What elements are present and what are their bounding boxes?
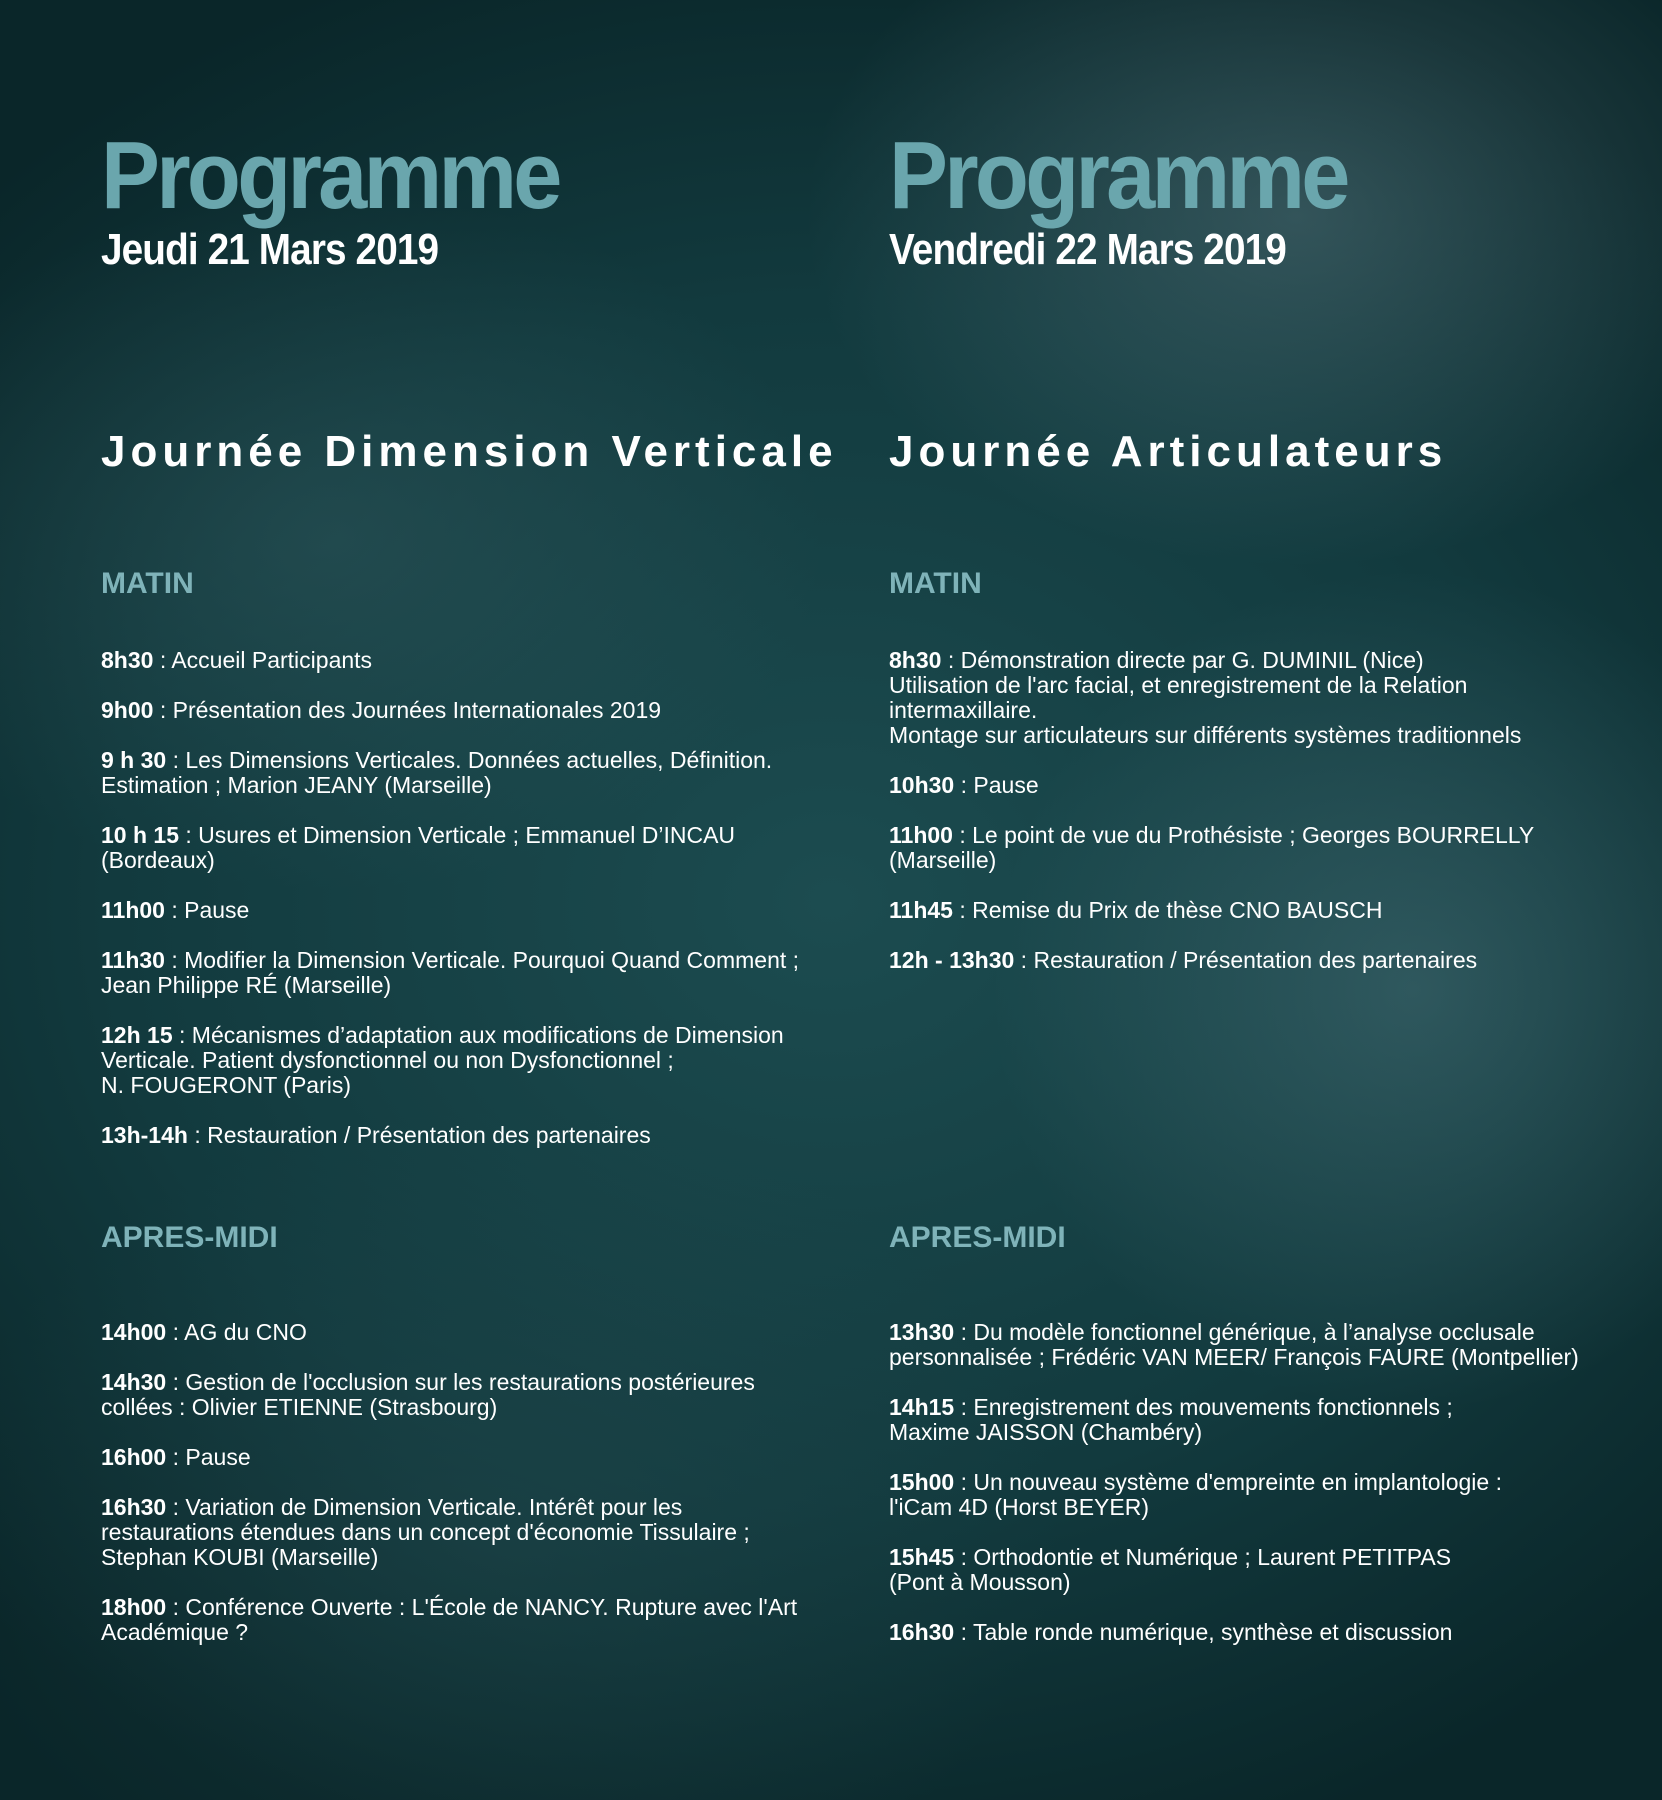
schedule-item bbox=[101, 1595, 841, 1645]
schedule-description-line: Accueil Participants bbox=[171, 647, 373, 673]
schedule-description-line: Variation de Dimension Verticale. Intérêt pour les bbox=[185, 1494, 683, 1520]
schedule-time: 10h30 bbox=[889, 772, 955, 798]
schedule-description-line: Les Dimensions Verticales. Données actuelles, Définition. bbox=[185, 747, 773, 773]
schedule-description-line: Du modèle fonctionnel générique, à l’analyse occlusale bbox=[973, 1319, 1535, 1345]
schedule-separator: : bbox=[164, 897, 185, 923]
schedule-description-line: Verticale. Patient dysfonctionnel ou non Dysfonctionnel ; bbox=[101, 1047, 674, 1073]
schedule-item bbox=[889, 1545, 1629, 1595]
schedule-separator: : bbox=[166, 1319, 185, 1345]
schedule-description-line: Montage sur articulateurs sur différents systèmes traditionnels bbox=[889, 722, 1522, 748]
schedule-separator: : bbox=[954, 1394, 974, 1420]
schedule-description-line: Gestion de l'occlusion sur les restaurations postérieures bbox=[185, 1369, 755, 1395]
schedule-item bbox=[101, 1023, 841, 1098]
schedule-separator: : bbox=[166, 747, 186, 773]
schedule-time: 15h00 bbox=[889, 1469, 955, 1495]
schedule-list-apres-midi bbox=[889, 1320, 1629, 1670]
schedule-item bbox=[889, 773, 1629, 798]
schedule-time: 9h00 bbox=[101, 697, 154, 723]
schedule-separator: : bbox=[941, 647, 961, 673]
schedule-separator: : bbox=[153, 647, 172, 673]
schedule-time: 14h15 bbox=[889, 1394, 955, 1420]
schedule-description-line: Démonstration directe par G. DUMINIL (Nice) bbox=[960, 647, 1424, 673]
section-matin-label: MATIN bbox=[101, 567, 194, 600]
schedule-time: 12h - 13h30 bbox=[889, 947, 1015, 973]
schedule-separator: : bbox=[952, 822, 973, 848]
section-apres-midi-label: APRES-MIDI bbox=[889, 1221, 1066, 1254]
schedule-description-line: Usures et Dimension Verticale ; Emmanuel D’INCAU bbox=[198, 822, 736, 848]
schedule-time: 13h30 bbox=[889, 1319, 955, 1345]
schedule-description-line: Académique ? bbox=[101, 1619, 249, 1645]
schedule-description-line: Utilisation de l'arc facial, et enregistrement de la Relation bbox=[889, 672, 1468, 698]
schedule-item bbox=[889, 823, 1629, 873]
schedule-item bbox=[101, 648, 841, 673]
schedule-item bbox=[101, 948, 841, 998]
schedule-time: 8h30 bbox=[101, 647, 154, 673]
schedule-description-line: intermaxillaire. bbox=[889, 697, 1038, 723]
programme-title: Programme bbox=[889, 122, 1347, 229]
programme-date: Jeudi 21 Mars 2019 bbox=[101, 225, 439, 274]
schedule-separator: : bbox=[153, 697, 173, 723]
section-matin-label: MATIN bbox=[889, 567, 982, 600]
schedule-time: 16h00 bbox=[101, 1444, 167, 1470]
schedule-item bbox=[889, 1395, 1629, 1445]
schedule-separator: : bbox=[187, 1122, 208, 1148]
schedule-description-line: Jean Philippe RÉ (Marseille) bbox=[101, 972, 392, 998]
schedule-separator: : bbox=[172, 1022, 192, 1048]
schedule-description-line: Remise du Prix de thèse CNO BAUSCH bbox=[972, 897, 1383, 923]
schedule-description-line: personnalisée ; Frédéric VAN MEER/ François FAURE (Montpellier) bbox=[889, 1344, 1579, 1370]
schedule-item bbox=[101, 748, 841, 798]
schedule-separator: : bbox=[166, 1494, 186, 1520]
schedule-separator: : bbox=[166, 1369, 186, 1395]
schedule-list-apres-midi bbox=[101, 1320, 841, 1670]
schedule-time: 16h30 bbox=[101, 1494, 167, 1520]
schedule-item bbox=[101, 698, 841, 723]
schedule-item bbox=[101, 898, 841, 923]
schedule-separator: : bbox=[1014, 947, 1034, 973]
schedule-description-line: (Pont à Mousson) bbox=[889, 1569, 1071, 1595]
programme-title: Programme bbox=[101, 122, 559, 229]
schedule-time: 18h00 bbox=[101, 1594, 167, 1620]
day-theme-title: Journée Articulateurs bbox=[889, 427, 1448, 476]
schedule-description-line: Pause bbox=[185, 1444, 251, 1470]
schedule-description-line: Pause bbox=[184, 897, 250, 923]
schedule-description-line: N. FOUGERONT (Paris) bbox=[101, 1072, 352, 1098]
schedule-item bbox=[889, 1620, 1629, 1645]
schedule-item bbox=[101, 823, 841, 873]
schedule-time: 9 h 30 bbox=[101, 747, 167, 773]
schedule-separator: : bbox=[166, 1594, 186, 1620]
schedule-description-line: restaurations étendues dans un concept d'économie Tissulaire ; bbox=[101, 1519, 750, 1545]
schedule-item bbox=[101, 1123, 841, 1148]
schedule-separator: : bbox=[952, 897, 973, 923]
schedule-time: 10 h 15 bbox=[101, 822, 179, 848]
schedule-description-line: Le point de vue du Prothésiste ; Georges BOURRELLY bbox=[972, 822, 1535, 848]
schedule-list-matin bbox=[101, 648, 841, 1173]
schedule-time: 8h30 bbox=[889, 647, 942, 673]
schedule-description-line: Mécanismes d’adaptation aux modifications de Dimension bbox=[191, 1022, 784, 1048]
schedule-item bbox=[101, 1370, 841, 1420]
schedule-description-line: Pause bbox=[973, 772, 1039, 798]
schedule-separator: : bbox=[954, 1544, 974, 1570]
schedule-item bbox=[889, 1320, 1629, 1370]
schedule-description-line: Restauration / Présentation des partenaires bbox=[1033, 947, 1478, 973]
schedule-description-line: Estimation ; Marion JEANY (Marseille) bbox=[101, 772, 492, 798]
schedule-item bbox=[889, 898, 1629, 923]
schedule-time: 13h-14h bbox=[101, 1122, 188, 1148]
schedule-time: 14h00 bbox=[101, 1319, 167, 1345]
schedule-separator: : bbox=[954, 1619, 973, 1645]
schedule-time: 11h45 bbox=[889, 897, 953, 923]
schedule-separator: : bbox=[954, 1469, 974, 1495]
schedule-description-line: (Bordeaux) bbox=[101, 847, 215, 873]
schedule-description-line: l'iCam 4D (Horst BEYER) bbox=[889, 1494, 1149, 1520]
schedule-time: 14h30 bbox=[101, 1369, 167, 1395]
schedule-description-line: Maxime JAISSON (Chambéry) bbox=[889, 1419, 1203, 1445]
schedule-description-line: Modifier la Dimension Verticale. Pourquoi Quand Comment ; bbox=[184, 947, 800, 973]
schedule-time: 11h30 bbox=[101, 947, 165, 973]
schedule-item bbox=[101, 1445, 841, 1470]
schedule-description-line: Présentation des Journées Internationales 2019 bbox=[172, 697, 662, 723]
schedule-separator: : bbox=[954, 772, 974, 798]
schedule-description-line: AG du CNO bbox=[184, 1319, 307, 1345]
schedule-separator: : bbox=[166, 1444, 186, 1470]
schedule-item bbox=[889, 648, 1629, 748]
schedule-list-matin bbox=[889, 648, 1629, 998]
section-apres-midi-label: APRES-MIDI bbox=[101, 1221, 278, 1254]
schedule-time: 12h 15 bbox=[101, 1022, 173, 1048]
schedule-description-line: collées : Olivier ETIENNE (Strasbourg) bbox=[101, 1394, 498, 1420]
programme-date: Vendredi 22 Mars 2019 bbox=[889, 225, 1286, 274]
schedule-description-line: (Marseille) bbox=[889, 847, 997, 873]
schedule-item bbox=[101, 1320, 841, 1345]
day-theme-title: Journée Dimension Verticale bbox=[101, 427, 838, 476]
schedule-description-line: Orthodontie et Numérique ; Laurent PETITPAS bbox=[973, 1544, 1452, 1570]
schedule-separator: : bbox=[164, 947, 185, 973]
schedule-description-line: Restauration / Présentation des partenaires bbox=[207, 1122, 651, 1148]
schedule-description-line: Conférence Ouverte : L'École de NANCY. Rupture avec l'Art bbox=[185, 1594, 798, 1620]
schedule-item bbox=[889, 1470, 1629, 1520]
schedule-time: 16h30 bbox=[889, 1619, 955, 1645]
schedule-time: 15h45 bbox=[889, 1544, 955, 1570]
schedule-time: 11h00 bbox=[101, 897, 165, 923]
schedule-description-line: Stephan KOUBI (Marseille) bbox=[101, 1544, 379, 1570]
schedule-separator: : bbox=[954, 1319, 974, 1345]
schedule-description-line: Un nouveau système d'empreinte en implantologie : bbox=[973, 1469, 1502, 1495]
schedule-item bbox=[101, 1495, 841, 1570]
schedule-separator: : bbox=[179, 822, 199, 848]
schedule-time: 11h00 bbox=[889, 822, 953, 848]
schedule-description-line: Table ronde numérique, synthèse et discussion bbox=[972, 1619, 1453, 1645]
schedule-description-line: Enregistrement des mouvements fonctionnels ; bbox=[973, 1394, 1453, 1420]
schedule-item bbox=[889, 948, 1629, 973]
